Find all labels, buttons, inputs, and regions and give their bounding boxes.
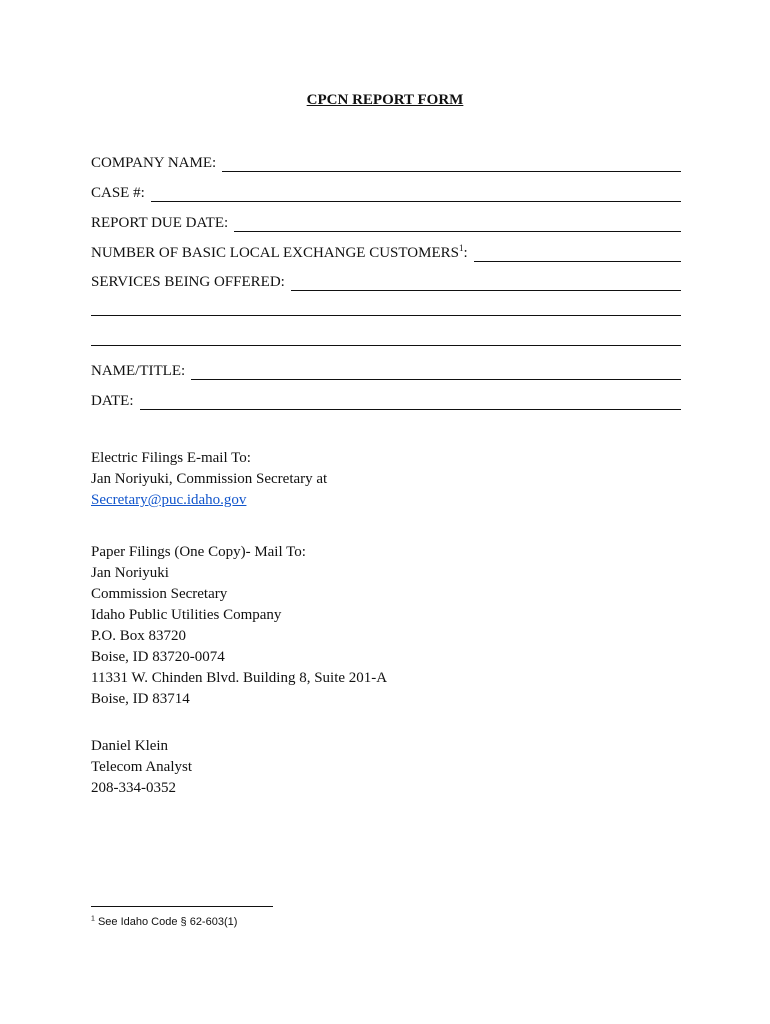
address-line: Idaho Public Utilities Company <box>91 607 282 623</box>
address-line: 11331 W. Chinden Blvd. Building 8, Suite 201-A <box>91 670 388 686</box>
contact-block <box>91 736 192 799</box>
footnote-separator <box>91 906 273 907</box>
report-due-date-row <box>91 212 681 232</box>
case-number-label: CASE #: <box>91 185 145 201</box>
footnote-ref: 1 <box>458 243 464 253</box>
company-name-field[interactable] <box>222 157 681 172</box>
date-row <box>91 390 681 410</box>
customers-row <box>91 242 681 262</box>
services-field-line-3[interactable] <box>91 345 681 346</box>
company-name-row <box>91 152 681 172</box>
form-title: CPCN REPORT FORM <box>306 92 464 108</box>
report-due-date-label: REPORT DUE DATE: <box>91 215 229 231</box>
date-field[interactable] <box>140 395 682 410</box>
paper-filings-block <box>91 542 387 710</box>
services-field-line-2[interactable] <box>91 315 681 316</box>
address-line: Boise, ID 83714 <box>91 691 190 707</box>
footnote-text: See Idaho Code § 62-603(1) <box>94 916 238 928</box>
secretary-email-link[interactable]: Secretary@puc.idaho.gov <box>91 492 247 508</box>
company-name-label: COMPANY NAME: <box>91 155 217 171</box>
address-line: Commission Secretary <box>91 586 228 602</box>
contact-phone: 208-334-0352 <box>91 780 176 796</box>
report-due-date-field[interactable] <box>234 217 681 232</box>
footnote-number: 1 <box>91 915 95 923</box>
electric-filings-heading: Electric Filings E-mail To: <box>91 450 251 466</box>
contact-name: Daniel Klein <box>91 738 169 754</box>
case-number-row <box>91 182 681 202</box>
name-title-label: NAME/TITLE: <box>91 363 186 379</box>
customers-field[interactable] <box>474 247 681 262</box>
electric-filings-block <box>91 448 327 511</box>
services-field[interactable] <box>291 276 681 291</box>
address-line: Jan Noriyuki <box>91 565 169 581</box>
electric-filings-recipient: Jan Noriyuki, Commission Secretary at <box>91 471 328 487</box>
contact-title: Telecom Analyst <box>91 759 193 775</box>
services-label: SERVICES BEING OFFERED: <box>91 274 285 290</box>
customers-label: NUMBER OF BASIC LOCAL EXCHANGE CUSTOMERS$^1$: <box>91 243 468 261</box>
address-line: Boise, ID 83720-0074 <box>91 649 225 665</box>
paper-filings-heading: Paper Filings (One Copy)- Mail To: <box>91 544 306 560</box>
name-title-row <box>91 360 681 380</box>
services-row <box>91 271 681 291</box>
name-title-field[interactable] <box>191 365 681 380</box>
case-number-field[interactable] <box>151 187 681 202</box>
address-line: P.O. Box 83720 <box>91 628 187 644</box>
footnote <box>91 916 237 928</box>
date-label: DATE: <box>91 393 134 409</box>
